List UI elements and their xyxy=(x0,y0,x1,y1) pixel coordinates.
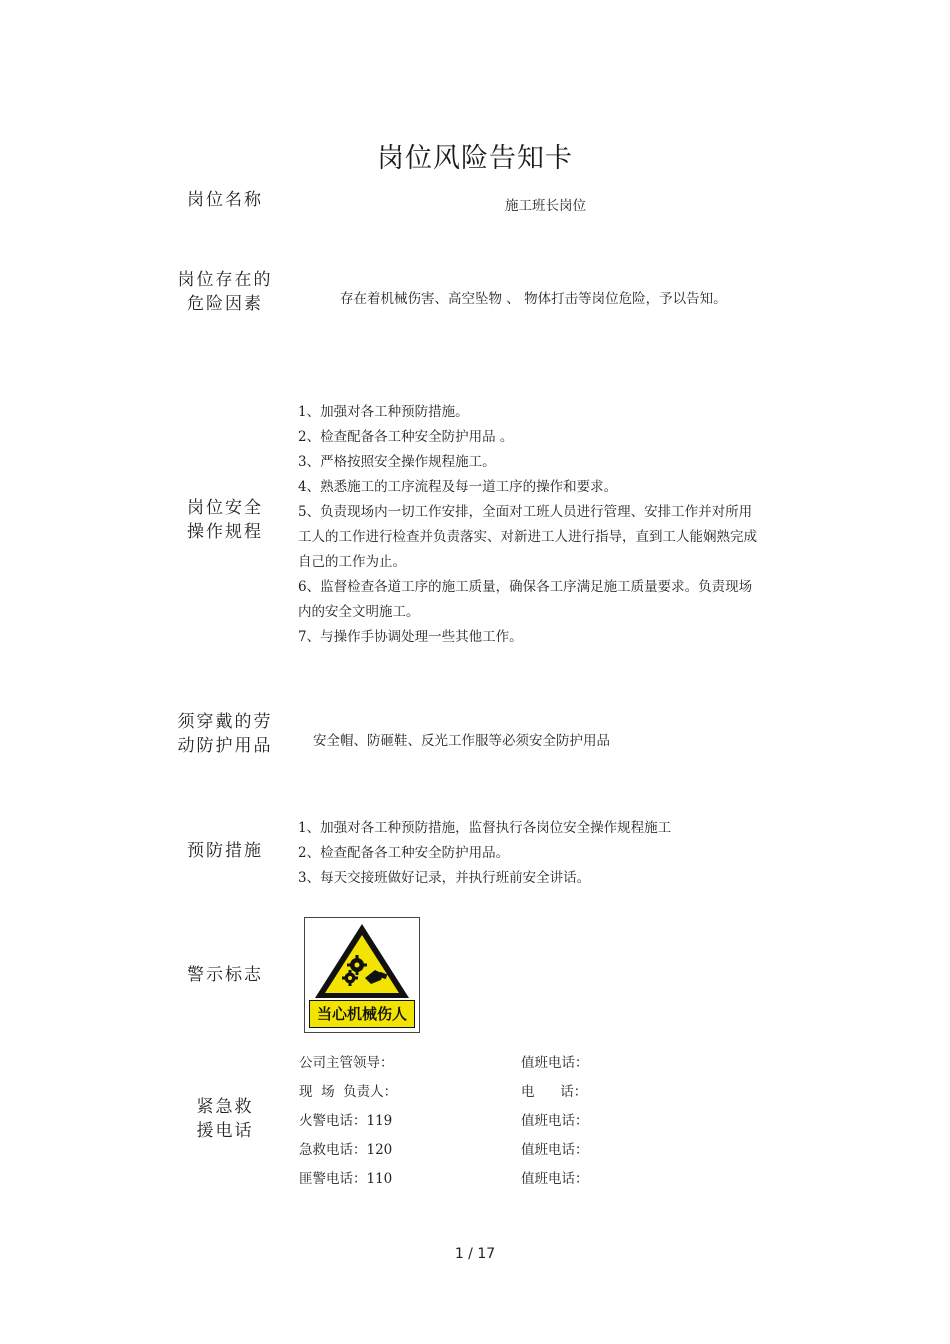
post-name-label: 岗位名称 xyxy=(187,190,263,210)
prevention-line: 3、每天交接班做好记录，并执行班前安全讲话。 xyxy=(298,870,591,886)
procedures-label-line2: 操作规程 xyxy=(187,522,263,542)
prevention-label: 预防措施 xyxy=(187,841,263,861)
emergency-label-line2: 援电话 xyxy=(196,1121,254,1141)
prevention-line: 2、检查配备各工种安全防护用品。 xyxy=(298,845,510,861)
procedures-line: 自己的工作为止。 xyxy=(298,554,406,570)
warning-sign xyxy=(304,917,420,1033)
ppe-label-line1: 须穿戴的劳 xyxy=(177,712,273,732)
emergency-phone: 值班电话： xyxy=(521,1142,589,1158)
procedures-line: 1、加强对各工种预防措施。 xyxy=(298,404,469,420)
hazards-label-line1: 岗位存在的 xyxy=(177,270,273,290)
prevention-list xyxy=(298,816,798,891)
procedures-label xyxy=(150,496,300,544)
procedures-line: 3、严格按照安全操作规程施工。 xyxy=(298,454,496,470)
emergency-contact: 急救电话：120 xyxy=(299,1142,393,1158)
procedures-line: 工人的工作进行检查并负责落实、对新进工人进行指导，直到工人能娴熟完成 xyxy=(298,529,757,545)
warning-label: 警示标志 xyxy=(187,965,263,985)
emergency-phone: 值班电话： xyxy=(521,1055,589,1071)
emergency-phone: 电 话： xyxy=(521,1084,588,1100)
procedures-line: 5、负责现场内一切工作安排，全面对工班人员进行管理、安排工作并对所用 xyxy=(298,504,753,520)
emergency-contacts-left xyxy=(299,1049,397,1194)
caution-machinery-icon xyxy=(305,918,419,1002)
emergency-label-line1: 紧急救 xyxy=(196,1097,254,1117)
ppe-value: 安全帽、防砸鞋、反光工作服等必须安全防护用品 xyxy=(313,733,610,749)
procedures-line: 4、熟悉施工的工序流程及每一道工序的操作和要求。 xyxy=(298,479,618,495)
procedures-line: 7、与操作手协调处理一些其他工作。 xyxy=(298,629,523,645)
procedures-list xyxy=(298,400,798,650)
hazards-value: 存在着机械伤害、高空坠物 、 物体打击等岗位危险，予以告知。 xyxy=(340,291,727,307)
emergency-phone: 值班电话： xyxy=(521,1113,589,1129)
ppe-label-line2: 动防护用品 xyxy=(177,736,273,756)
prevention-line: 1、加强对各工种预防措施，监督执行各岗位安全操作规程施工 xyxy=(298,820,672,836)
warning-sign-text: 当心机械伤人 xyxy=(309,1000,415,1028)
page-number: 1 / 17 xyxy=(454,1246,496,1262)
emergency-contact: 火警电话：119 xyxy=(299,1113,393,1129)
emergency-label xyxy=(150,1095,300,1143)
hazards-label xyxy=(150,268,300,316)
emergency-phone: 值班电话： xyxy=(521,1171,589,1187)
procedures-line: 2、检查配备各工种安全防护用品 。 xyxy=(298,429,514,445)
ppe-label xyxy=(150,710,300,758)
hazards-label-line2: 危险因素 xyxy=(187,294,263,314)
emergency-contact: 匪警电话：110 xyxy=(299,1171,393,1187)
post-name-value: 施工班长岗位 xyxy=(505,198,586,214)
emergency-contacts-right xyxy=(521,1049,589,1194)
emergency-contact: 现 场 负责人： xyxy=(299,1084,398,1100)
procedures-line: 6、监督检查各道工序的施工质量，确保各工序满足施工质量要求。负责现场 xyxy=(298,579,753,595)
page-title: 岗位风险告知卡 xyxy=(377,143,573,174)
procedures-label-line1: 岗位安全 xyxy=(187,498,263,518)
emergency-contact: 公司主管领导： xyxy=(299,1055,394,1071)
procedures-line: 内的安全文明施工。 xyxy=(298,604,420,620)
